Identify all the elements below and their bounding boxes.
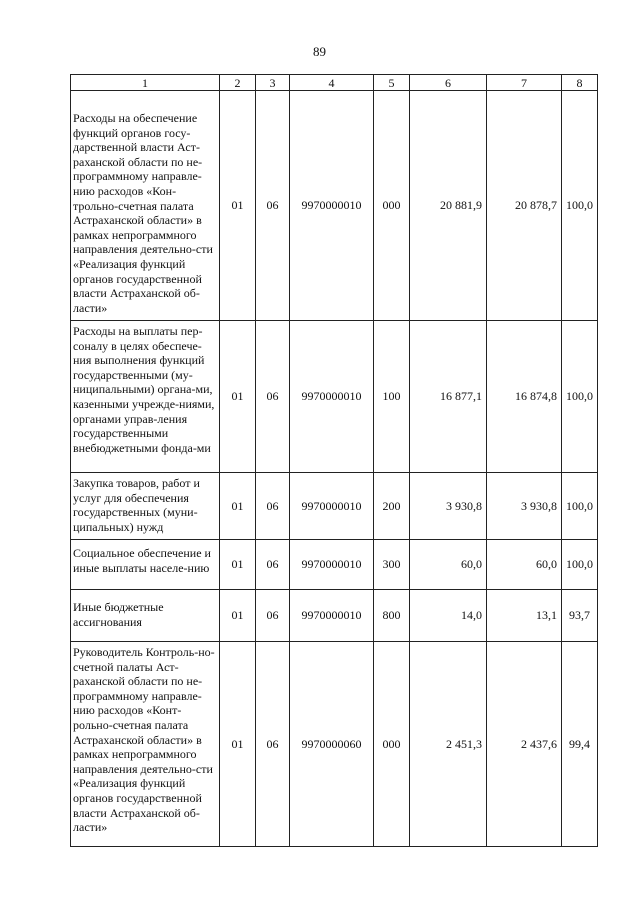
header-col-1: 1: [71, 75, 220, 91]
table-row: [71, 590, 598, 642]
row-execution-percent: 99,4: [562, 642, 598, 847]
row-description: Расходы на обеспечение функций органов госу-дарственной власти Аст-раханской области по не-программному направле-нию расходов «Кон-трольно-счетная палата Астраханской области» в рамках непрограммного направления деятельно-сти «Реализация функций органов государственной власти Астраханской об-ласти»: [71, 91, 220, 321]
row-expense-type: 100: [374, 321, 410, 473]
table-row: [71, 642, 598, 847]
table-body: [71, 91, 598, 847]
row-target-article: 9970000060: [290, 642, 374, 847]
row-planned-amount: 60,0: [410, 540, 487, 590]
row-target-article: 9970000010: [290, 540, 374, 590]
row-expense-type: 300: [374, 540, 410, 590]
row-executed-amount: 16 874,8: [487, 321, 562, 473]
row-planned-amount: 20 881,9: [410, 91, 487, 321]
table-row: [71, 473, 598, 540]
row-target-article: 9970000010: [290, 321, 374, 473]
row-execution-percent: 100,0: [562, 91, 598, 321]
page-number: 89: [313, 44, 326, 59]
table-row: [71, 91, 598, 321]
row-planned-amount: 3 930,8: [410, 473, 487, 540]
row-expense-type: 200: [374, 473, 410, 540]
header-col-8: 8: [562, 75, 598, 91]
row-description: Социальное обеспечение и иные выплаты населе-нию: [71, 540, 220, 590]
row-expense-type: 000: [374, 642, 410, 847]
row-description: Руководитель Контроль-но-счетной палаты Аст-раханской области по не-программному направле-нию расходов «Конт-рольно-счетная палата Астраханской области» в рамках непрограммного направления деятельно-сти «Реализация функций органов государственной власти Астраханской об-ласти»: [71, 642, 220, 847]
header-col-7: 7: [487, 75, 562, 91]
row-executed-amount: 2 437,6: [487, 642, 562, 847]
row-execution-percent: 93,7: [562, 590, 598, 642]
row-target-article: 9970000010: [290, 473, 374, 540]
row-description: Расходы на выплаты пер-соналу в целях обеспече-ния выполнения функций государственными (му-ниципальными) органа-ми, казенными учрежде-ниями, органами управ-ления государственными внебюджетными фонда-ми: [71, 321, 220, 473]
row-subsection: 06: [256, 321, 290, 473]
row-subsection: 06: [256, 91, 290, 321]
row-target-article: 9970000010: [290, 590, 374, 642]
header-col-5: 5: [374, 75, 410, 91]
budget-table: [70, 74, 598, 847]
row-expense-type: 000: [374, 91, 410, 321]
row-subsection: 06: [256, 590, 290, 642]
row-planned-amount: 14,0: [410, 590, 487, 642]
row-execution-percent: 100,0: [562, 540, 598, 590]
row-planned-amount: 2 451,3: [410, 642, 487, 847]
table-row: [71, 321, 598, 473]
row-planned-amount: 16 877,1: [410, 321, 487, 473]
row-executed-amount: 60,0: [487, 540, 562, 590]
header-row: [71, 75, 598, 91]
row-executed-amount: 3 930,8: [487, 473, 562, 540]
row-executed-amount: 20 878,7: [487, 91, 562, 321]
row-target-article: 9970000010: [290, 91, 374, 321]
row-subsection: 06: [256, 473, 290, 540]
header-col-3: 3: [256, 75, 290, 91]
header-col-6: 6: [410, 75, 487, 91]
row-execution-percent: 100,0: [562, 473, 598, 540]
table-row: [71, 540, 598, 590]
row-description: Закупка товаров, работ и услуг для обеспечения государственных (муни-ципальных) нужд: [71, 473, 220, 540]
table-header: [71, 75, 598, 91]
header-col-4: 4: [290, 75, 374, 91]
row-section: 01: [220, 540, 256, 590]
row-executed-amount: 13,1: [487, 590, 562, 642]
row-section: 01: [220, 321, 256, 473]
row-section: 01: [220, 91, 256, 321]
row-section: 01: [220, 642, 256, 847]
row-expense-type: 800: [374, 590, 410, 642]
row-section: 01: [220, 590, 256, 642]
row-execution-percent: 100,0: [562, 321, 598, 473]
header-col-2: 2: [220, 75, 256, 91]
row-description: Иные бюджетные ассигнования: [71, 590, 220, 642]
row-subsection: 06: [256, 642, 290, 847]
row-subsection: 06: [256, 540, 290, 590]
row-section: 01: [220, 473, 256, 540]
